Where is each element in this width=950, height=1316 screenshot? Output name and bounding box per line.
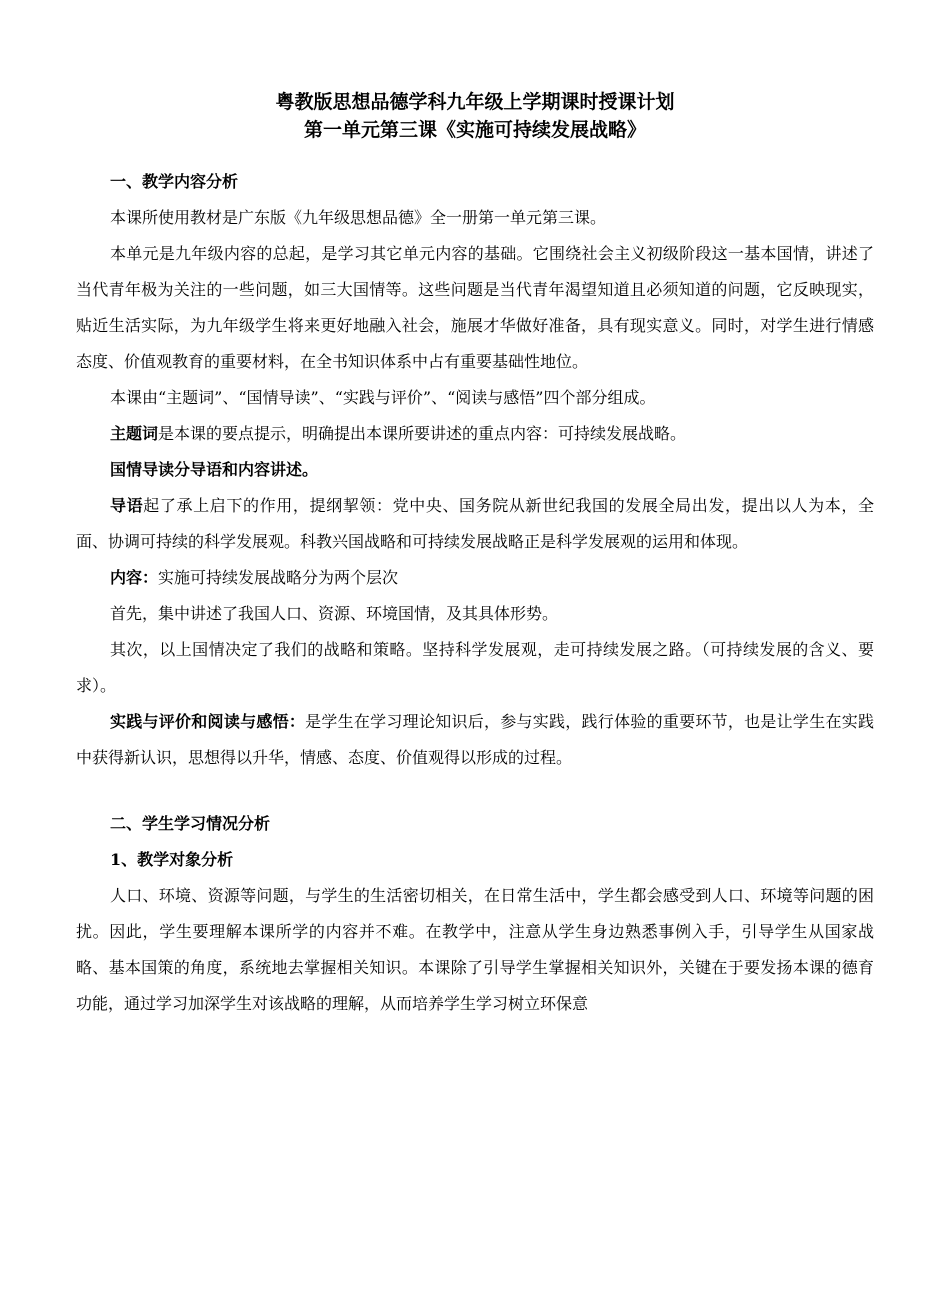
section2-heading: 二、学生学习情况分析: [110, 814, 271, 833]
section1-heading: 一、教学内容分析: [110, 172, 239, 191]
section1-paragraph-10: [76, 704, 874, 776]
section1-paragraph-7: [76, 560, 874, 596]
section1-paragraph-4: [76, 416, 874, 452]
paragraph-text: 实施可持续发展战略分为两个层次: [158, 568, 399, 587]
section1-paragraph-1: 本课所使用教材是广东版《九年级思想品德》全一册第一单元第三课。: [110, 208, 607, 227]
intro-label: 导语: [110, 496, 144, 515]
section1-paragraph-9: 其次，以上国情决定了我们的战略和策略。坚持科学发展观，走可持续发展之路。（可持续发展的含义、要求）。: [76, 640, 874, 695]
section2-subheading: 1、教学对象分析: [110, 850, 234, 869]
document-title-line1: 粤教版思想品德学科九年级上学期课时授课计划: [275, 91, 675, 113]
paragraph-text: 是本课的要点提示，明确提出本课所要讲述的重点内容：可持续发展战略。: [158, 424, 687, 443]
section1-paragraph-3: 本课由“主题词”、“国情导读”、“实践与评价”、“阅读与感悟”四个部分组成。: [110, 388, 656, 407]
practice-label: 实践与评价和阅读与感悟：: [110, 712, 306, 731]
section1-paragraph-2: 本单元是九年级内容的总起，是学习其它单元内容的基础。它围绕社会主义初级阶段这一基本国情，讲述了当代青年极为关注的一些问题，如三大国情等。这些问题是当代青年渴望知道且必须知道的问题，它反映现实，贴近生活实际，为九年级学生将来更好地融入社会，施展才华做好准备，具有现实意义。同时，对学生进行情感态度、价值观教育的重要材料，在全书知识体系中占有重要基础性地位。: [76, 244, 874, 371]
document-title-line2: 第一单元第三课《实施可持续发展战略》: [303, 119, 646, 141]
content-label: 内容：: [110, 568, 159, 587]
section2-paragraph-1: 人口、环境、资源等问题，与学生的生活密切相关，在日常生活中，学生都会感受到人口、环境等问题的困扰。因此，学生要理解本课所学的内容并不难。在教学中，注意从学生身边熟悉事例入手，引导学生从国家战略、基本国策的角度，系统地去掌握相关知识。本课除了引导学生掌握相关知识外，关键在于要发扬本课的德育功能，通过学习加深学生对该战略的理解，从而培养学生学习树立环保意: [76, 886, 874, 1013]
paragraph-text: 起了承上启下的作用，提纲挈领：党中央、国务院从新世纪我国的发展全局出发，提出以人为本，全面、协调可持续的科学发展观。科教兴国战略和可持续发展战略正是科学发展观的运用和体现。: [76, 496, 874, 551]
section1-paragraph-8: 首先，集中讲述了我国人口、资源、环境国情，及其具体形势。: [110, 604, 559, 623]
section1-paragraph-5: 国情导读分导语和内容讲述。: [110, 460, 319, 479]
keyword-label: 主题词: [110, 424, 159, 443]
paragraph-text: 是学生在学习理论知识后，参与实践，践行体验的重要环节，也是让学生在实践中获得新认识，思想得以升华，情感、态度、价值观得以形成的过程。: [76, 712, 874, 767]
section1-paragraph-6: [76, 488, 874, 560]
